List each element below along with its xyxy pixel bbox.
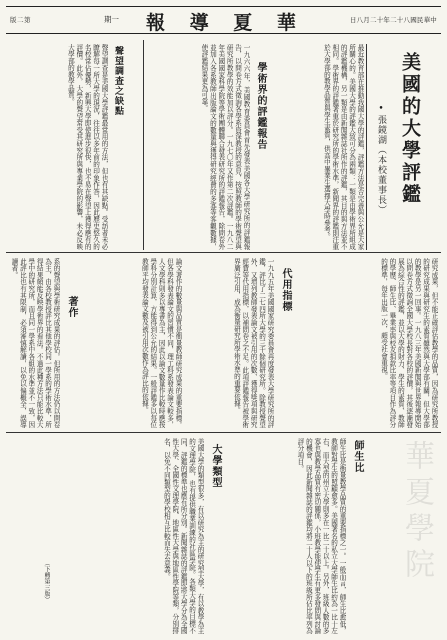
section-alt-title: 代用指標 [280, 268, 291, 312]
section-ratio-body: 師生比是衡量教學品質的重要指標之一。一般而言，師生比愈低，教師對學生的照顧愈多。美國著名的私立大學師生比約為一比十左右，而大型的州立大學則多在一比二十以上。另外，班級人數的多寡也與教學品質有密切關係，小班教學能使學生有更多發問與討論的機會，因此新聞雜誌的評鑑均將二十人以下的班級所佔比率列為評分項目。 [295, 438, 346, 634]
masthead [6, 6, 441, 34]
main-article-byline: •張鏡湖（本校董事長） [376, 104, 386, 215]
section-academic-body: 一九六六年，美國教育委員會首先發表美國各大學研究所的評鑑報告，以問卷方式徵詢各學系資深教授的意見，按照教師的學術聲望與研究所教學的效能加以評分。一九七〇年又作第二次評鑑。一九八二年美國國家科學院等學術團體聯合發表研究所的評鑑報告，除問卷外並加入各系教師出版論文的數量與獲得研究經費的多寡等客觀數據，使評鑑結果更為可靠。 [199, 44, 250, 250]
section-rule [6, 252, 441, 253]
publication-date: 日八月二十年二十八國民華中 [349, 16, 437, 24]
section-academic-title: 學術界的評鑑報告 [255, 62, 266, 150]
page-label: 版二第 [10, 16, 31, 24]
main-article-intro: 最近教育部在推動我國大學的評鑑，評鑑方法是否完善與公允是大家所關心的。美國大學的評鑑大致可分為兩類：一類是由學術界所組成的評鑑機構，另一類是由新聞雜誌社所作的評鑑，其目的與方法並不相同。學術界的評鑑著重於研究所的學術水準，新聞界的評鑑則注重於大學部的教學品質與學生素質，供高中畢業生選擇大學時參考。 [322, 44, 364, 250]
column-divider [143, 40, 144, 250]
main-article-title: 美國的大學評鑑 [399, 52, 421, 206]
main-article-col2: 研究成果，但不能正確評估教學的品質，因為研究所教授的研究成果與研究生的素質雖然與大學部有關，但大學部的教學是另一回事。一九八三年美國新聞與世界報導開始以問卷方式徵詢全國大學校長對各校的評價，其後逐漸發展為綜合性的評鑑，並以大學的財力、學生的素質、教師的學歷、師生比、畢業率與校友捐款比率等項目作為評分的標準，每年出版一次，頗受社會重視。 [379, 258, 438, 428]
section-ratio-title: 師生比 [352, 440, 363, 473]
section-alt-body: 一九九五年美國國家研究委員會再度發表大學研究所的評鑑，評比了二七四所大學的三千餘個研究所。除教授聲望外，又增列教師發表論文被引用的次數、獲得獎項與研究經費等代用指標，以補問卷之不足。此項評鑑報告被學術界廣泛引用，成為衡量研究所學術水準的重要依據。 [232, 258, 274, 428]
section-survey-body: 聲望調查是美國大學評鑑最常用的方法，但也有其缺點。受訪者未必瞭解每一所大學的現況，往往以多年前的印象作答，因此歷史悠久的名校常佔優勢，新興大學即使進步很快，也不易在聲望上獲得應有的評價。此外，大學的聲望常受其研究所與專業學院的影響，未必反映大學部的教學品質。 [66, 44, 108, 250]
section-works-title: 著作 [66, 296, 77, 318]
section-rule-lower [6, 432, 441, 433]
section-type-body: 美國大學的類型很多，有以研究為主的研究型大學，有以教學為主的文理學院，也有提供職業訓練的社區學院。各類大學的目標不同，評鑑的標準也應有所分別。新聞雜誌的評鑑即將大學分為全國性大學、全國性文理學院、地區性大學與地區性學院等類，分別排名，以免不同類型的學校相互比較而失去意義。 [162, 438, 204, 634]
continued-note: （下轉第三版） [43, 560, 50, 604]
main-title-box [366, 44, 437, 250]
section-type-title: 大學類型 [210, 444, 221, 488]
watermark: 華夏學院 [399, 440, 434, 584]
issue-number: 期一 [104, 15, 119, 24]
section-survey-title: 聲望調查之缺點 [113, 46, 123, 116]
main-article-col3: 系的聲望與學術研究成果的評估。但所用的方法仍以問卷為主，由各校教授評比其他學校同一學系的學術水準，所得結果頗能反映學術界的看法。不過此種方法只能比較大學中的研究所，而且同一學系中各組的水準並不一致，因此評比也有其限制，必須審慎解讀，以免以偏概全，誤導讀者。 [9, 258, 60, 428]
section-works-body: 論文著作的數量與品質是衡量教師研究成果的重要指標。但各學科發表論文的習慣不同，理工科系發表論文較多，人文學科則多以專書為主，因此以論文數量作比較時應按學科分別計算，方能得到公允的結果。一般評鑑多以每位教師平均發表論文數及被引用次數作為評比的依據。 [140, 258, 182, 428]
newspaper-title: 報 導 夏 華 [146, 12, 305, 34]
